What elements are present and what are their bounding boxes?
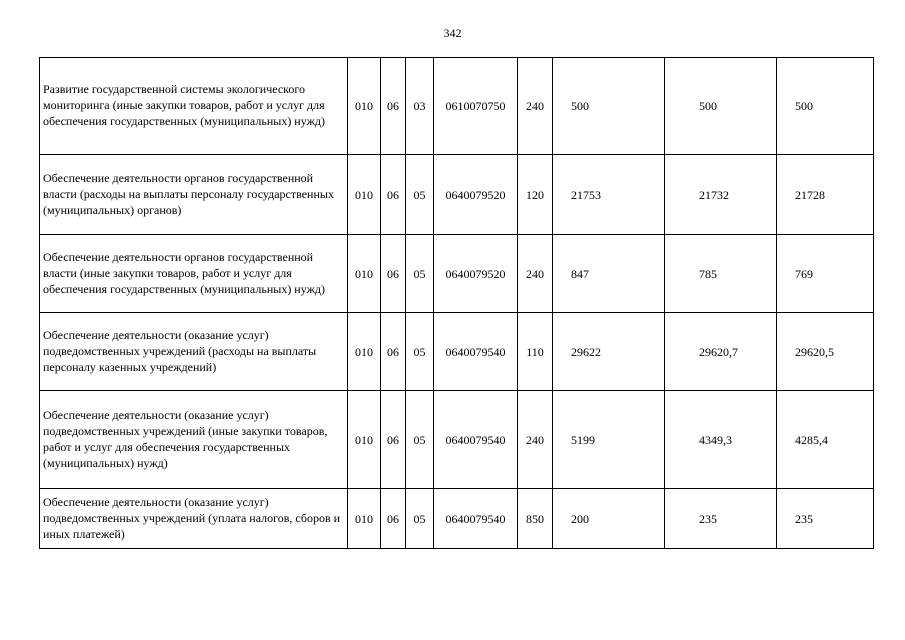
amount-year-3: 235	[777, 489, 874, 549]
subsection-code: 05	[406, 235, 434, 313]
row-description: Обеспечение деятельности (оказание услуг) подведомственных учреждений (уплата налогов, сборов и иных платежей)	[40, 489, 348, 549]
amount-year-2: 29620,7	[665, 313, 777, 391]
amount-year-2: 4349,3	[665, 391, 777, 489]
amount-year-1: 29622	[553, 313, 665, 391]
ministry-code: 010	[348, 58, 381, 155]
row-description: Развитие государственной системы экологического мониторинга (иные закупки товаров, работ и услуг для обеспечения государственных (муниципальных) нужд)	[40, 58, 348, 155]
page-number: 342	[443, 26, 462, 40]
amount-year-3: 500	[777, 58, 874, 155]
ministry-code: 010	[348, 489, 381, 549]
section-code: 06	[381, 155, 406, 235]
target-article-code: 0640079540	[434, 391, 518, 489]
ministry-code: 010	[348, 155, 381, 235]
amount-year-2: 500	[665, 58, 777, 155]
budget-table	[39, 57, 874, 549]
amount-year-1: 200	[553, 489, 665, 549]
expense-type-code: 240	[518, 391, 553, 489]
subsection-code: 05	[406, 155, 434, 235]
table-row	[40, 489, 874, 549]
amount-year-2: 235	[665, 489, 777, 549]
section-code: 06	[381, 58, 406, 155]
target-article-code: 0640079540	[434, 489, 518, 549]
ministry-code: 010	[348, 391, 381, 489]
section-code: 06	[381, 391, 406, 489]
row-description: Обеспечение деятельности органов государственной власти (иные закупки товаров, работ и услуг для обеспечения государственных (муниципальных) нужд)	[40, 235, 348, 313]
section-code: 06	[381, 313, 406, 391]
ministry-code: 010	[348, 313, 381, 391]
amount-year-1: 5199	[553, 391, 665, 489]
amount-year-3: 21728	[777, 155, 874, 235]
expense-type-code: 240	[518, 235, 553, 313]
subsection-code: 03	[406, 58, 434, 155]
subsection-code: 05	[406, 313, 434, 391]
amount-year-1: 500	[553, 58, 665, 155]
expense-type-code: 850	[518, 489, 553, 549]
amount-year-2: 21732	[665, 155, 777, 235]
section-code: 06	[381, 235, 406, 313]
target-article-code: 0640079540	[434, 313, 518, 391]
amount-year-3: 4285,4	[777, 391, 874, 489]
row-description: Обеспечение деятельности органов государственной власти (расходы на выплаты персоналу государственных (муниципальных) органов)	[40, 155, 348, 235]
amount-year-1: 21753	[553, 155, 665, 235]
target-article-code: 0640079520	[434, 155, 518, 235]
subsection-code: 05	[406, 489, 434, 549]
table-row	[40, 313, 874, 391]
amount-year-3: 29620,5	[777, 313, 874, 391]
amount-year-3: 769	[777, 235, 874, 313]
expense-type-code: 240	[518, 58, 553, 155]
target-article-code: 0610070750	[434, 58, 518, 155]
expense-type-code: 120	[518, 155, 553, 235]
expense-type-code: 110	[518, 313, 553, 391]
section-code: 06	[381, 489, 406, 549]
ministry-code: 010	[348, 235, 381, 313]
target-article-code: 0640079520	[434, 235, 518, 313]
row-description: Обеспечение деятельности (оказание услуг) подведомственных учреждений (расходы на выплаты персоналу казенных учреждений)	[40, 313, 348, 391]
amount-year-2: 785	[665, 235, 777, 313]
table-row	[40, 391, 874, 489]
subsection-code: 05	[406, 391, 434, 489]
table-row	[40, 58, 874, 155]
row-description: Обеспечение деятельности (оказание услуг) подведомственных учреждений (иные закупки товаров, работ и услуг для обеспечения государственных (муниципальных) нужд)	[40, 391, 348, 489]
amount-year-1: 847	[553, 235, 665, 313]
table-row	[40, 155, 874, 235]
table-row	[40, 235, 874, 313]
